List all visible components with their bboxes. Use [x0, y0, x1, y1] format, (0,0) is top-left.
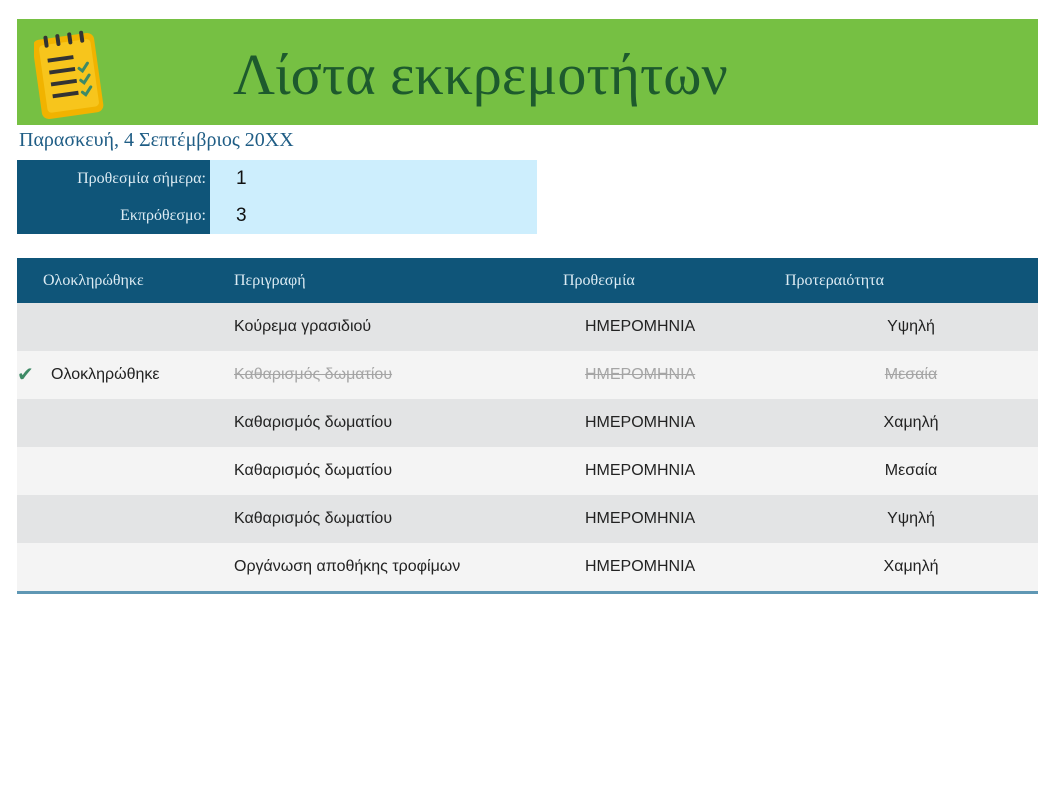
priority-cell[interactable]: Χαμηλή: [883, 414, 939, 431]
table-row[interactable]: [17, 447, 1038, 495]
due-date-cell[interactable]: ΗΜΕΡΟΜΗΝΙΑ: [585, 318, 696, 335]
table-row[interactable]: [17, 303, 1038, 351]
due-today-value[interactable]: 1: [210, 160, 537, 197]
description-cell[interactable]: Καθαρισμός δωματίου: [234, 510, 393, 527]
overdue-value[interactable]: 3: [210, 197, 537, 234]
overdue-label: Εκπρόθεσμο:: [17, 197, 210, 234]
column-header-priority[interactable]: Προτεραιότητα: [785, 272, 884, 289]
completed-check-icon: ✔: [17, 364, 34, 386]
description-cell[interactable]: Οργάνωση αποθήκης τροφίμων: [234, 558, 461, 575]
priority-cell[interactable]: Υψηλή: [887, 318, 935, 335]
table-row[interactable]: [17, 543, 1038, 591]
date-line: Παρασκευή, 4 Σεπτέμβριος 20XX: [19, 129, 294, 151]
column-header-due[interactable]: Προθεσμία: [563, 272, 635, 289]
table-bottom-rule: [17, 591, 1038, 594]
due-date-cell[interactable]: ΗΜΕΡΟΜΗΝΙΑ: [585, 414, 696, 431]
title-banner: [17, 19, 1038, 125]
column-header-completed[interactable]: Ολοκληρώθηκε: [43, 272, 144, 289]
table-row[interactable]: [17, 399, 1038, 447]
due-date-cell[interactable]: ΗΜΕΡΟΜΗΝΙΑ: [585, 462, 696, 479]
due-date-cell[interactable]: ΗΜΕΡΟΜΗΝΙΑ: [585, 558, 696, 575]
priority-cell[interactable]: Μεσαία: [884, 366, 938, 383]
description-cell[interactable]: Καθαρισμός δωματίου: [234, 366, 393, 383]
due-today-row: [17, 160, 537, 197]
priority-cell[interactable]: Υψηλή: [887, 510, 935, 527]
due-today-label: Προθεσμία σήμερα:: [17, 160, 210, 197]
description-cell[interactable]: Καθαρισμός δωματίου: [234, 414, 393, 431]
description-cell[interactable]: Κούρεμα γρασιδιού: [234, 318, 372, 335]
description-cell[interactable]: Καθαρισμός δωματίου: [234, 462, 393, 479]
due-date-cell[interactable]: ΗΜΕΡΟΜΗΝΙΑ: [585, 510, 696, 527]
due-date-cell[interactable]: ΗΜΕΡΟΜΗΝΙΑ: [585, 366, 696, 383]
column-header-description[interactable]: Περιγραφή: [234, 272, 306, 289]
page-title: Λίστα εκκρεμοτήτων: [233, 42, 728, 107]
priority-cell[interactable]: Μεσαία: [884, 462, 938, 479]
overdue-row: [17, 197, 537, 234]
clipboard-checklist-icon: [34, 28, 106, 120]
table-row[interactable]: [17, 495, 1038, 543]
priority-cell[interactable]: Χαμηλή: [883, 558, 939, 575]
summary-panel: [17, 160, 537, 235]
table-header: [17, 258, 1038, 303]
task-table: [17, 258, 1038, 594]
table-row[interactable]: [17, 351, 1038, 399]
completed-cell[interactable]: Ολοκληρώθηκε: [51, 366, 160, 383]
